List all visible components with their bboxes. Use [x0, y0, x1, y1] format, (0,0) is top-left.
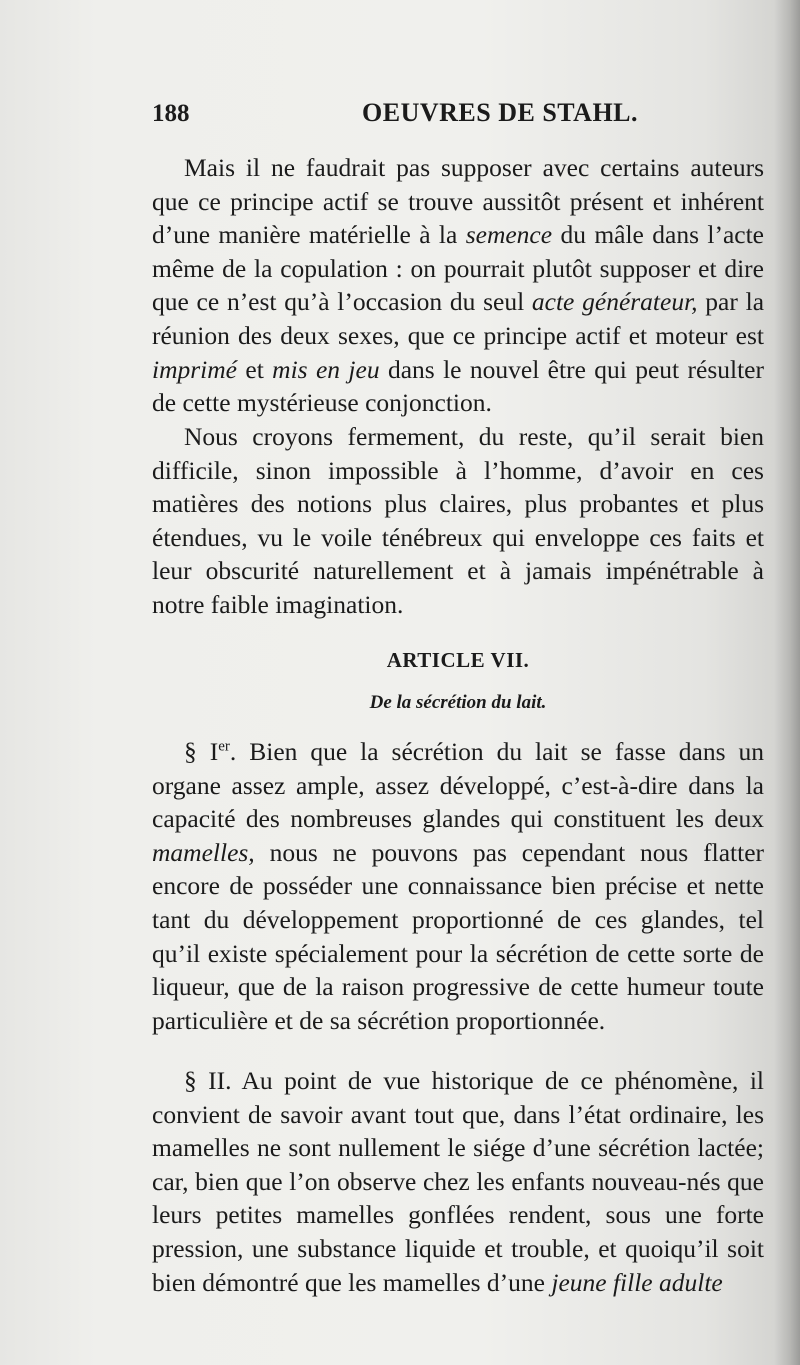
- running-header: [152, 96, 762, 136]
- page-gutter-shadow: [774, 0, 800, 1365]
- paragraph-2-text: Nous croyons fermement, du reste, qu’il serait bien difficile, sinon impossible à l’homme, d’avoir en ces matières des notions plus claires, plus probantes et plus étendues, vu le voile ténébreux qui enveloppe ces faits et leur obscurité naturellement et à jamais impénétrable à notre faible imagination.: [152, 422, 764, 619]
- text-run: . Bien que la sécrétion du lait se fasse dans un organe assez ample, assez développé, c’est-à-dire dans la capacité des nombreuses glandes qui constituent les deux: [152, 737, 765, 834]
- section-heading: De la sécrétion du lait.: [369, 692, 547, 713]
- running-title: OEUVRES DE STAHL.: [362, 98, 639, 127]
- paragraph-1: [152, 151, 764, 420]
- italic-run: jeune fille adulte: [551, 1267, 723, 1297]
- text-run: dans le nouvel être qui peut résulter de cette mystérieuse conjonction.: [152, 354, 764, 418]
- section-2: [152, 1064, 764, 1299]
- italic-run: acte générateur,: [531, 287, 698, 317]
- italic-run: imprimé: [152, 354, 237, 384]
- article-heading: ARTICLE VII.: [386, 648, 530, 672]
- italic-run: mamelles,: [152, 837, 255, 867]
- section-mark-sup: er: [218, 738, 230, 755]
- page-number: 188: [152, 100, 190, 127]
- italic-run: semence: [465, 220, 553, 250]
- section-1-text: [152, 735, 764, 1037]
- text-run: nous ne pouvons pas cependant nous flatter encore de posséder une connaissance bien précise et nette tant du développement proportionné de ces glandes, tel qu’il existe spécialement pour la sécrétion de cette sorte de liqueur, que de la raison progressive de cette humeur toute particulière et de sa sécrétion proportionnée.: [152, 837, 764, 1035]
- text-run: et: [237, 354, 273, 384]
- text-run: par la réunion des deux sexes, que ce principe actif et moteur est: [152, 287, 765, 350]
- paragraph-1-text: [152, 151, 764, 420]
- text-run: du mâle dans l’acte même de la copulation : on pourrait plutôt supposer et dire que ce n’est qu’à l’occasion du seul: [152, 220, 764, 317]
- paragraph-2: [152, 420, 764, 622]
- section-mark: § II.: [184, 1066, 232, 1095]
- section-1: [152, 735, 764, 1037]
- text-run: Au point de vue historique de ce phénomène, il convient de savoir avant tout que, dans l’état ordinaire, les mamelles ne sont nullement le siége d’une sécrétion lactée; car, bien que l’on observe chez les enfants nouveau-nés que leurs petites mamelles gonflées rendent, sous une forte pression, une substance liquide et trouble, et quoiqu’il soit bien démontré que les mamelles d’une: [152, 1066, 764, 1297]
- italic-run: mis en jeu: [272, 354, 380, 384]
- section-mark: § I: [184, 737, 219, 766]
- text-run: Mais il ne faudrait pas supposer avec certains auteurs que ce principe actif se trouve aussitôt présent et inhérent d’une manière matérielle à la: [152, 153, 764, 250]
- section-2-text: [152, 1064, 764, 1299]
